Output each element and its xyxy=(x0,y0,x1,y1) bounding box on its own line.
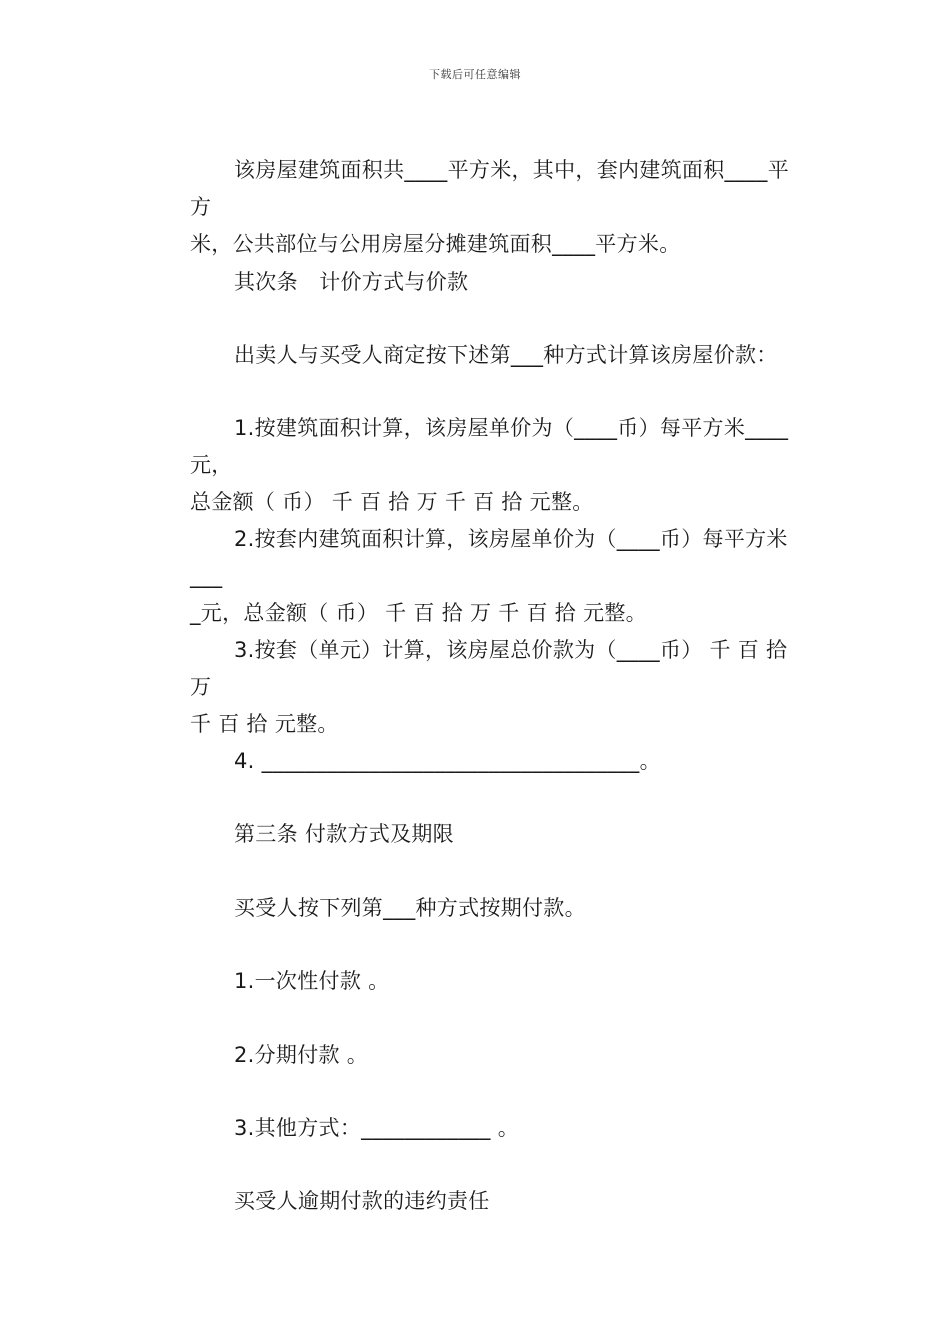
paragraph-pricing-method xyxy=(146,337,810,374)
paragraph-line: 第三条 付款方式及期限 xyxy=(234,822,454,846)
paragraph-floor-area xyxy=(146,152,810,263)
paragraph-line: 千 百 拾 元整。 xyxy=(190,712,339,736)
section-heading-payment xyxy=(146,816,810,853)
paragraph-option-4 xyxy=(146,743,810,780)
paragraph-line: 买受人按下列第___种方式按期付款。 xyxy=(234,896,586,920)
paragraph-line: 1.一次性付款 。 xyxy=(234,969,390,993)
page-header: 下载后可任意编辑 xyxy=(429,68,521,81)
paragraph-option-1 xyxy=(146,410,810,521)
paragraph-line: 出卖人与买受人商定按下述第___种方式计算该房屋价款： xyxy=(234,343,778,367)
paragraph-line: 1.按建筑面积计算，该房屋单价为（____币）每平方米____元， xyxy=(190,416,789,477)
paragraph-payment-method xyxy=(146,890,810,927)
paragraph-option-3 xyxy=(146,632,810,743)
paragraph-line: 4. ___________________________________。 xyxy=(234,749,661,773)
paragraph-payment-3 xyxy=(146,1110,810,1147)
paragraph-option-2 xyxy=(146,521,810,632)
paragraph-line: _元，总金额（ 币） 千 百 拾 万 千 百 拾 元整。 xyxy=(190,601,647,625)
paragraph-line: 买受人逾期付款的违约责任 xyxy=(234,1189,490,1213)
paragraph-late-payment xyxy=(146,1183,810,1220)
paragraph-line: 2.按套内建筑面积计算，该房屋单价为（____币）每平方米___ xyxy=(190,527,788,588)
paragraph-line: 3.按套（单元）计算，该房屋总价款为（____币） 千 百 拾 万 xyxy=(190,638,788,699)
paragraph-payment-2 xyxy=(146,1037,810,1074)
paragraph-line: 2.分期付款 。 xyxy=(234,1043,369,1067)
paragraph-line: 米，公共部位与公用房屋分摊建筑面积____平方米。 xyxy=(190,232,681,256)
paragraph-payment-1 xyxy=(146,963,810,1000)
paragraph-line: 该房屋建筑面积共____平方米，其中，套内建筑面积____平方 xyxy=(190,158,789,219)
section-heading-pricing xyxy=(146,264,810,301)
paragraph-line: 总金额（ 币） 千 百 拾 万 千 百 拾 元整。 xyxy=(190,490,594,514)
paragraph-line: 3.其他方式：____________ 。 xyxy=(234,1116,520,1140)
paragraph-line: 其次条 计价方式与价款 xyxy=(234,270,469,294)
